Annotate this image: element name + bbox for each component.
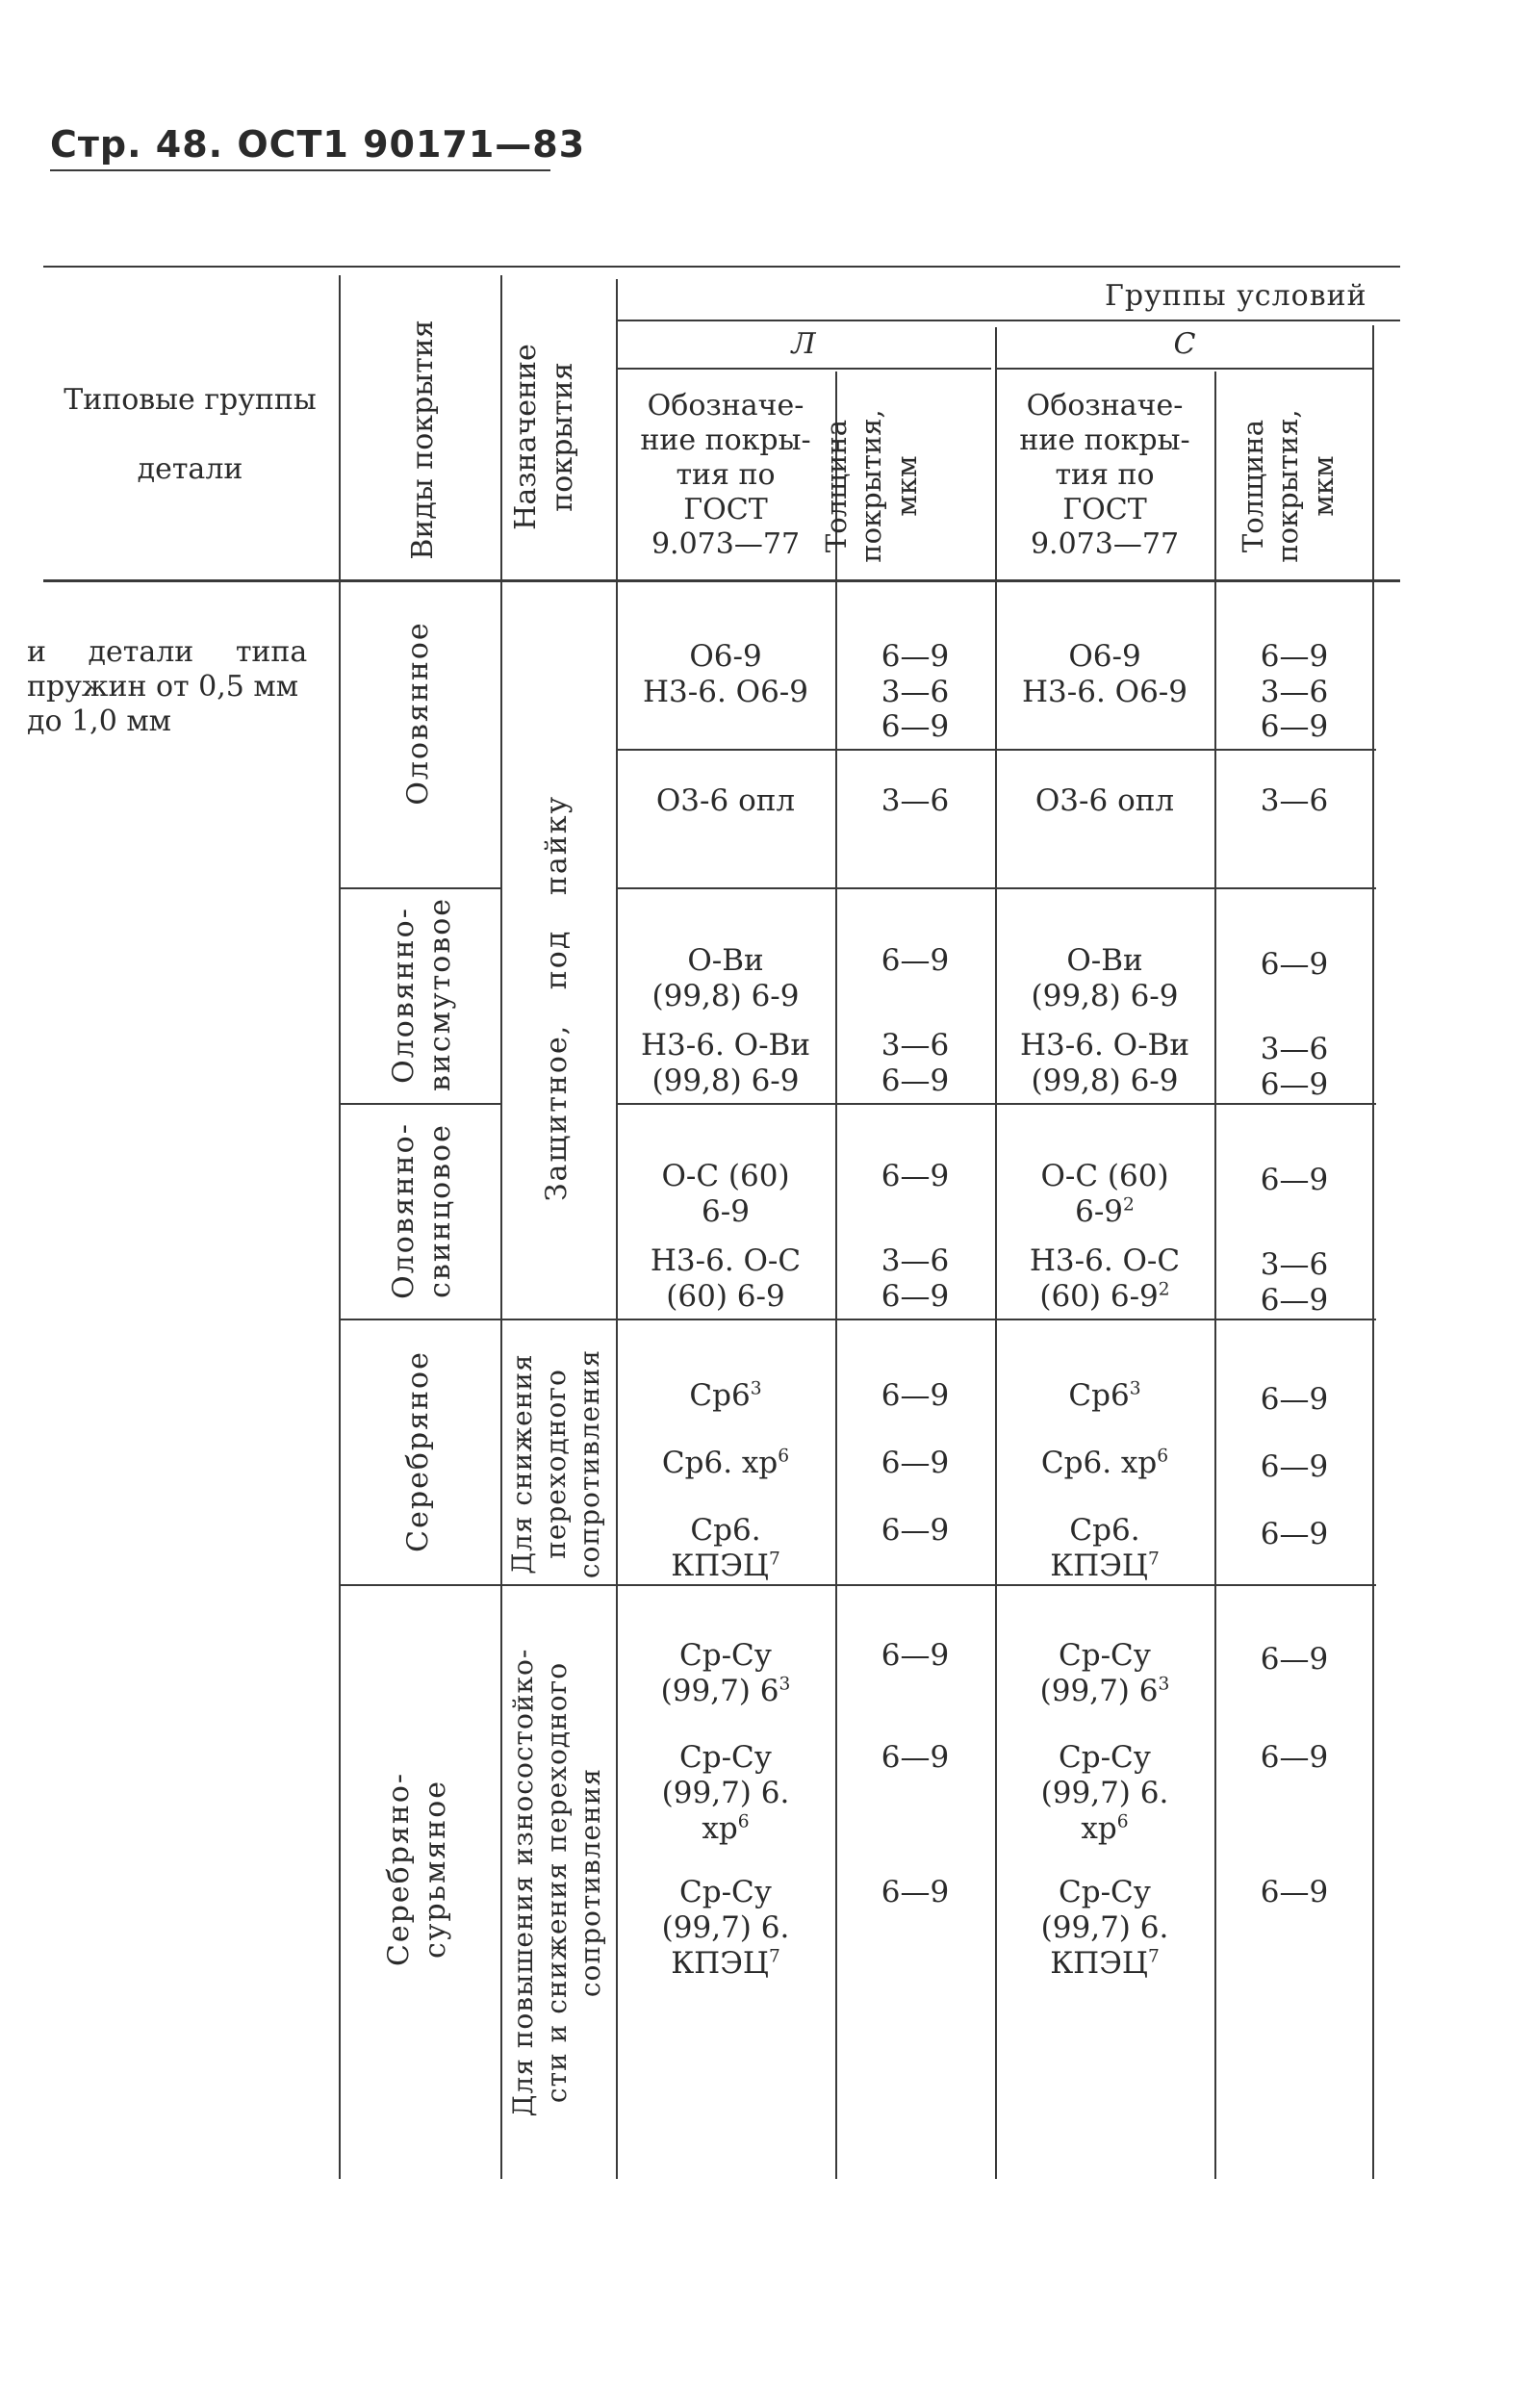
r4-s-designation-b-1: Н3-6. О-С bbox=[1029, 1243, 1181, 1278]
r1-l-thickness-2: 3—6 bbox=[881, 674, 950, 709]
r5-l-designation-2 bbox=[618, 1446, 833, 1481]
r4-l-thickness-b-1: 3—6 bbox=[881, 1243, 950, 1278]
coating-sep-4 bbox=[339, 1584, 500, 1586]
r5-l-designation-1-sup: 3 bbox=[750, 1378, 762, 1399]
header-thickness-l-line2: покрытия, bbox=[855, 409, 888, 563]
r4-l-designation-a bbox=[618, 1159, 833, 1230]
r6-l-thickness-3: 6—9 bbox=[881, 1875, 950, 1909]
r5-l-designation-3 bbox=[618, 1513, 833, 1584]
r6-s-designation-2-line3-text: хр bbox=[1081, 1811, 1117, 1847]
header-thickness-l-line1: Толщина bbox=[820, 419, 853, 553]
header-designation-s bbox=[997, 389, 1213, 562]
purpose-contact-line2: переходного bbox=[540, 1369, 572, 1559]
coating-tin-label: Оловянное bbox=[401, 621, 435, 806]
r5-l-designation-2-sup: 6 bbox=[778, 1446, 790, 1467]
r6-s-designation-1-sup: 3 bbox=[1158, 1674, 1170, 1695]
col-line-1 bbox=[339, 275, 341, 2179]
r6-s-designation-3-line1: Ср-Су bbox=[1059, 1875, 1151, 1909]
r5-l-designation-3-line2 bbox=[618, 1549, 833, 1584]
r5-s-designation-3-sup: 7 bbox=[1147, 1549, 1160, 1570]
coating-silver bbox=[400, 1326, 439, 1576]
row-sep-1 bbox=[616, 749, 1376, 751]
coating-sep-3 bbox=[339, 1319, 500, 1320]
r5-l-thickness-3: 6—9 bbox=[881, 1513, 950, 1548]
purpose-wear-line2: сти и снижения переходного bbox=[541, 1661, 573, 2104]
r3-l-designation-b-1: Н3-6. О-Ви bbox=[641, 1028, 810, 1063]
r3-l-thickness-b-1: 3—6 bbox=[881, 1028, 950, 1063]
table-header-rule bbox=[43, 579, 1400, 582]
group-s-rule bbox=[997, 368, 1372, 370]
r6-s-designation-1 bbox=[997, 1638, 1213, 1709]
header-thickness-s-line3: мкм bbox=[1306, 455, 1340, 517]
header-designation-s-line5: 9.073—77 bbox=[1030, 527, 1180, 561]
header-thickness-l bbox=[819, 390, 934, 582]
header-designation-l-line4: ГОСТ bbox=[683, 493, 768, 526]
r6-l-designation-2 bbox=[618, 1740, 833, 1848]
r4-l-designation-a-1: О-С (60) bbox=[661, 1159, 790, 1193]
r4-s-designation-b-sup: 2 bbox=[1158, 1279, 1170, 1300]
r6-s-designation-1-line2 bbox=[997, 1674, 1213, 1709]
r4-s-thickness-b-2: 6—9 bbox=[1260, 1283, 1329, 1319]
purpose-wear-line1: Для повышения износостойко- bbox=[507, 1648, 539, 2117]
purpose-wear bbox=[506, 1594, 612, 2171]
r6-s-thickness-2: 6—9 bbox=[1260, 1740, 1329, 1775]
r5-s-designation-3 bbox=[997, 1513, 1213, 1584]
r4-l-thickness-b bbox=[837, 1243, 993, 1315]
r6-s-thickness-1: 6—9 bbox=[1260, 1642, 1329, 1677]
coating-sep-2 bbox=[339, 1103, 500, 1105]
r4-l-designation-b-1: Н3-6. О-С bbox=[650, 1243, 802, 1278]
r5-s-designation-3-line1: Ср6. bbox=[1069, 1513, 1140, 1548]
coating-silver-antimony-line2: сурьмяное bbox=[418, 1779, 452, 1960]
r6-l-designation-1-line2 bbox=[618, 1674, 833, 1709]
r6-l-designation-2-line1: Ср-Су bbox=[679, 1740, 772, 1775]
r1-l-designation bbox=[618, 639, 833, 710]
r1-l-thickness-3: 6—9 bbox=[881, 709, 950, 745]
r3-s-thickness-b-1: 3—6 bbox=[1260, 1032, 1329, 1066]
page-title: Стр. 48. ОСТ1 90171—83 bbox=[50, 123, 586, 166]
r5-s-thickness-1: 6—9 bbox=[1260, 1382, 1329, 1417]
col-line-7 bbox=[1372, 325, 1374, 2179]
header-designation-l-line3: тия по bbox=[676, 458, 776, 492]
r2-s-designation: О3-6 опл bbox=[1034, 783, 1175, 818]
r4-s-designation-b-2-text: (60) 6-9 bbox=[1039, 1279, 1159, 1315]
r5-s-designation-1-text: Ср6 bbox=[1068, 1378, 1130, 1413]
r6-l-designation-1 bbox=[618, 1638, 833, 1709]
r4-s-designation-b-2 bbox=[997, 1279, 1213, 1315]
r1-l-thickness bbox=[837, 639, 993, 745]
purpose-contact-resistance bbox=[505, 1339, 611, 1589]
r1-s-thickness-1: 6—9 bbox=[1260, 639, 1329, 674]
header-group-s: С bbox=[1173, 327, 1196, 361]
r5-l-designation-3-line1: Ср6. bbox=[690, 1513, 761, 1548]
r5-s-designation-2-text: Ср6. хр bbox=[1040, 1446, 1158, 1480]
r4-s-thickness-b bbox=[1216, 1247, 1372, 1319]
coating-tin bbox=[400, 569, 439, 858]
header-designation-s-line4: ГОСТ bbox=[1062, 493, 1147, 526]
r3-s-designation-b bbox=[997, 1028, 1213, 1099]
r4-l-thickness-a: 6—9 bbox=[881, 1159, 950, 1193]
coating-silver-antimony-line1: Серебряно- bbox=[382, 1771, 416, 1967]
header-designation-l-line1: Обозначе- bbox=[647, 389, 804, 423]
r1-s-thickness-2: 3—6 bbox=[1260, 674, 1329, 709]
r6-l-designation-3-line1: Ср-Су bbox=[679, 1875, 772, 1909]
group-l-rule bbox=[616, 368, 991, 370]
r3-l-designation-a bbox=[618, 943, 833, 1014]
r6-s-designation-2-line2: (99,7) 6. bbox=[1040, 1776, 1169, 1811]
r4-l-designation-b bbox=[618, 1243, 833, 1315]
title-underline bbox=[50, 169, 550, 171]
header-conditions-group: Группы условий bbox=[1105, 279, 1367, 313]
r6-s-designation-1-line2-text: (99,7) 6 bbox=[1039, 1674, 1159, 1709]
row-sep-2 bbox=[616, 887, 1376, 889]
table-top-rule bbox=[43, 266, 1400, 268]
r3-l-thickness-a: 6—9 bbox=[881, 943, 950, 978]
coating-tin-lead bbox=[386, 1114, 463, 1307]
r4-s-designation-a-2 bbox=[997, 1194, 1213, 1230]
r6-s-designation-2-sup: 6 bbox=[1116, 1812, 1129, 1833]
header-group-l: Л bbox=[791, 327, 816, 361]
r1-s-designation bbox=[997, 639, 1213, 710]
r4-s-designation-a bbox=[997, 1159, 1213, 1230]
r6-l-designation-2-sup: 6 bbox=[737, 1812, 750, 1833]
r6-l-designation-2-line3 bbox=[618, 1811, 833, 1847]
r3-l-designation-b-2: (99,8) 6-9 bbox=[651, 1063, 800, 1099]
r6-l-designation-2-line3-text: хр bbox=[702, 1811, 738, 1847]
header-coating-purpose bbox=[508, 321, 589, 552]
header-coating-types-text: Виды покрытия bbox=[406, 320, 440, 560]
r2-s-thickness: 3—6 bbox=[1260, 783, 1329, 818]
r3-s-thickness-b bbox=[1216, 1032, 1372, 1103]
r5-s-thickness-3: 6—9 bbox=[1260, 1517, 1329, 1551]
r6-l-thickness-1: 6—9 bbox=[881, 1638, 950, 1673]
coating-sep-1 bbox=[339, 887, 500, 889]
r6-l-designation-1-line1: Ср-Су bbox=[679, 1638, 772, 1673]
r4-s-designation-a-sup: 2 bbox=[1123, 1194, 1135, 1216]
r6-l-designation-1-sup: 3 bbox=[779, 1674, 791, 1695]
r3-s-designation-a-1: О-Ви bbox=[1066, 943, 1143, 978]
r3-l-designation-b bbox=[618, 1028, 833, 1099]
coating-tin-bismuth-line1: Оловянно- bbox=[387, 907, 421, 1084]
r1-s-thickness bbox=[1216, 639, 1372, 745]
conditions-rule bbox=[616, 320, 1400, 321]
r5-s-designation-3-line2 bbox=[997, 1549, 1213, 1584]
header-coating-purpose-line1: Назначение bbox=[509, 344, 543, 530]
header-designation-s-line1: Обозначе- bbox=[1026, 389, 1184, 423]
r5-l-designation-2-text: Ср6. хр bbox=[661, 1446, 779, 1480]
r5-s-designation-1-sup: 3 bbox=[1129, 1378, 1141, 1399]
r6-s-thickness-3: 6—9 bbox=[1260, 1875, 1329, 1909]
r4-l-designation-b-2: (60) 6-9 bbox=[666, 1279, 785, 1315]
part-group-line3: до 1,0 мм bbox=[27, 704, 171, 738]
coating-silver-label: Серебряное bbox=[401, 1350, 435, 1552]
r5-l-thickness-1: 6—9 bbox=[881, 1378, 950, 1413]
coating-tin-bismuth-line2: висмутовое bbox=[422, 896, 457, 1091]
purpose-sep-1 bbox=[500, 1319, 616, 1320]
r5-l-designation-3-line2-text: КПЭЦ bbox=[671, 1549, 769, 1584]
col-line-2 bbox=[500, 275, 502, 2179]
header-part-groups bbox=[43, 366, 337, 504]
r4-l-designation-a-2: 6-9 bbox=[702, 1194, 750, 1230]
r1-l-designation-1: О6-9 bbox=[689, 639, 762, 674]
r5-l-designation-1-text: Ср6 bbox=[689, 1378, 751, 1413]
part-group-line2: пружин от 0,5 мм bbox=[27, 670, 299, 704]
r5-l-designation-1 bbox=[618, 1378, 833, 1414]
header-thickness-s bbox=[1236, 390, 1351, 582]
r4-s-designation-b bbox=[997, 1243, 1213, 1315]
r4-s-thickness-b-1: 3—6 bbox=[1260, 1247, 1329, 1282]
r6-s-designation-3-line3 bbox=[997, 1946, 1213, 1982]
r1-s-thickness-3: 6—9 bbox=[1260, 709, 1329, 745]
header-designation-l-line5: 9.073—77 bbox=[651, 527, 801, 561]
coating-tin-lead-line1: Оловянно- bbox=[387, 1122, 421, 1299]
r3-l-thickness-b bbox=[837, 1028, 993, 1099]
header-part-groups-line1: Типовые группы bbox=[64, 383, 317, 417]
r6-s-designation-3-line3-text: КПЭЦ bbox=[1050, 1946, 1148, 1982]
r1-l-thickness-1: 6—9 bbox=[881, 639, 950, 674]
r6-s-designation-2 bbox=[997, 1740, 1213, 1848]
purpose-protective bbox=[539, 767, 577, 1229]
header-thickness-s-line1: Толщина bbox=[1237, 419, 1269, 553]
part-group-text bbox=[27, 635, 307, 739]
r6-l-designation-3 bbox=[618, 1875, 833, 1983]
r4-s-designation-a-2-text: 6-9 bbox=[1075, 1194, 1124, 1230]
r1-s-designation-1: О6-9 bbox=[1068, 639, 1141, 674]
header-designation-s-line3: тия по bbox=[1055, 458, 1155, 492]
purpose-wear-line3: сопротивления bbox=[574, 1767, 606, 1998]
coating-tin-bismuth bbox=[386, 896, 463, 1091]
coating-tin-lead-line2: свинцовое bbox=[422, 1123, 457, 1298]
r1-l-designation-2: Н3-6. О6-9 bbox=[643, 675, 808, 710]
header-thickness-l-line3: мкм bbox=[889, 455, 923, 517]
r6-s-designation-2-line3 bbox=[997, 1811, 1213, 1847]
r6-s-designation-3-sup: 7 bbox=[1147, 1947, 1160, 1968]
r5-s-thickness-2: 6—9 bbox=[1260, 1449, 1329, 1484]
header-thickness-s-line2: покрытия, bbox=[1271, 409, 1305, 563]
r4-s-thickness-a: 6—9 bbox=[1260, 1163, 1329, 1197]
r3-l-designation-a-2: (99,8) 6-9 bbox=[651, 979, 800, 1014]
r6-l-designation-3-line3-text: КПЭЦ bbox=[671, 1946, 769, 1982]
header-designation-l-line2: ние покры- bbox=[640, 423, 811, 457]
r1-s-designation-2: Н3-6. О6-9 bbox=[1022, 675, 1187, 710]
purpose-contact-line1: Для снижения bbox=[506, 1353, 538, 1575]
r5-s-designation-3-line2-text: КПЭЦ bbox=[1050, 1549, 1148, 1584]
r4-l-thickness-b-2: 6—9 bbox=[881, 1279, 950, 1315]
r3-s-designation-b-2: (99,8) 6-9 bbox=[1031, 1063, 1179, 1099]
r3-s-thickness-a: 6—9 bbox=[1260, 947, 1329, 982]
header-designation-l bbox=[618, 389, 833, 562]
r3-l-thickness-b-2: 6—9 bbox=[881, 1063, 950, 1099]
part-group-line1: и детали типа bbox=[27, 635, 308, 669]
r3-s-thickness-b-2: 6—9 bbox=[1260, 1067, 1329, 1103]
purpose-contact-line3: сопротивления bbox=[574, 1348, 605, 1579]
purpose-protective-label: Защитное, под пайку bbox=[540, 794, 574, 1202]
r5-s-designation-1 bbox=[997, 1378, 1213, 1414]
r6-l-designation-2-line2: (99,7) 6. bbox=[661, 1776, 790, 1811]
r3-s-designation-a-2: (99,8) 6-9 bbox=[1031, 979, 1179, 1014]
r5-s-designation-2-sup: 6 bbox=[1157, 1446, 1169, 1467]
r4-s-designation-a-1: О-С (60) bbox=[1040, 1159, 1169, 1193]
r6-l-designation-1-line2-text: (99,7) 6 bbox=[660, 1674, 779, 1709]
header-coating-types bbox=[405, 295, 444, 584]
r6-s-designation-3 bbox=[997, 1875, 1213, 1983]
r6-l-designation-3-line3 bbox=[618, 1946, 833, 1982]
r5-s-designation-2 bbox=[997, 1446, 1213, 1481]
r6-l-designation-3-line2: (99,7) 6. bbox=[661, 1910, 790, 1946]
r6-l-thickness-2: 6—9 bbox=[881, 1740, 950, 1775]
header-coating-purpose-line2: покрытия bbox=[545, 362, 579, 512]
r2-l-thickness: 3—6 bbox=[881, 783, 950, 818]
r2-l-designation: О3-6 опл bbox=[655, 783, 796, 818]
coating-silver-antimony bbox=[381, 1758, 458, 1980]
header-part-groups-line2: детали bbox=[137, 452, 243, 486]
r5-l-designation-3-sup: 7 bbox=[768, 1549, 780, 1570]
r3-l-designation-a-1: О-Ви bbox=[687, 943, 764, 978]
r5-l-thickness-2: 6—9 bbox=[881, 1446, 950, 1480]
r6-s-designation-1-line1: Ср-Су bbox=[1059, 1638, 1151, 1673]
r3-s-designation-a bbox=[997, 943, 1213, 1014]
r6-l-designation-3-sup: 7 bbox=[768, 1947, 780, 1968]
r6-s-designation-3-line2: (99,7) 6. bbox=[1040, 1910, 1169, 1946]
r3-s-designation-b-1: Н3-6. О-Ви bbox=[1020, 1028, 1189, 1063]
r6-s-designation-2-line1: Ср-Су bbox=[1059, 1740, 1151, 1775]
header-designation-s-line2: ние покры- bbox=[1019, 423, 1190, 457]
